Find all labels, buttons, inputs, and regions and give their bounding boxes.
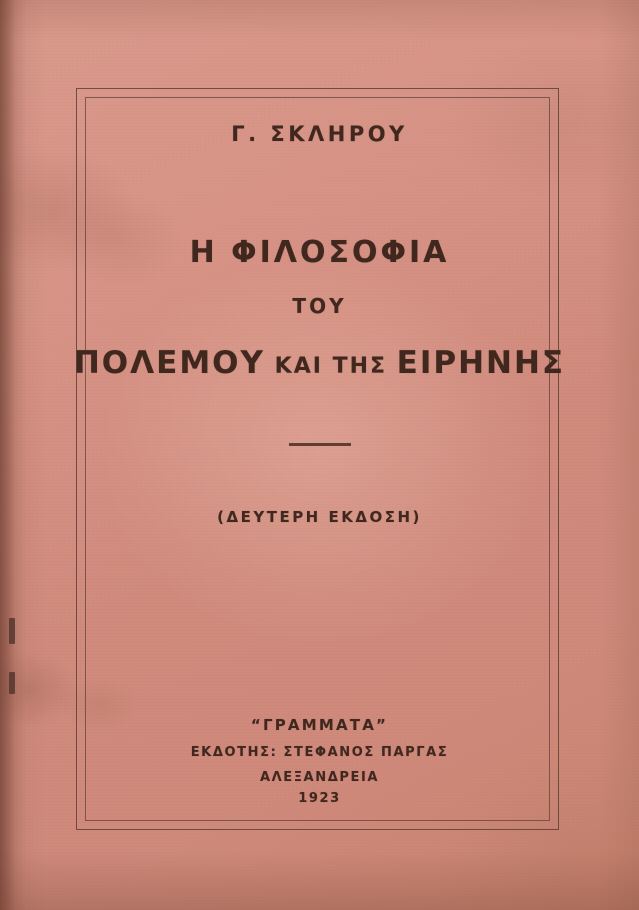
author-name: Γ. ΣΚΛΗΡΟΥ <box>231 122 408 146</box>
title-word-polemou: ΠΟΛΕΜΟΥ <box>73 345 265 381</box>
title-line-3 <box>0 345 639 381</box>
printed-border-inner <box>85 97 550 821</box>
staple-upper <box>9 618 15 644</box>
staple-lower <box>9 672 15 694</box>
imprint-year: 1923 <box>298 791 341 806</box>
top-edge-shadow <box>0 0 639 40</box>
title-word-eirinis: ΕΙΡΗΝΗΣ <box>396 345 566 381</box>
imprint-city: ΑΛΕΞΑΝΔΡΕΙΑ <box>259 770 380 785</box>
title-line-1: Η ΦΙΛΟΣΟΦΙΑ <box>189 235 450 270</box>
imprint-editor: ΕΚΔΟΤΗΣ: ΣΤΕΦΑΝΟΣ ΠΑΡΓΑΣ <box>190 745 449 760</box>
title-conjunction: ΚΑΙ ΤΗΣ <box>264 354 397 379</box>
edition-statement: (ΔΕΥΤΕΡΗ ΕΚΔΟΣΗ) <box>217 508 422 526</box>
title-line-2: ΤΟΥ <box>292 294 347 318</box>
decorative-rule <box>289 443 351 446</box>
imprint-publisher: “ΓΡΑΜΜΑΤΑ” <box>250 716 389 734</box>
bottom-edge-shadow <box>0 850 639 910</box>
